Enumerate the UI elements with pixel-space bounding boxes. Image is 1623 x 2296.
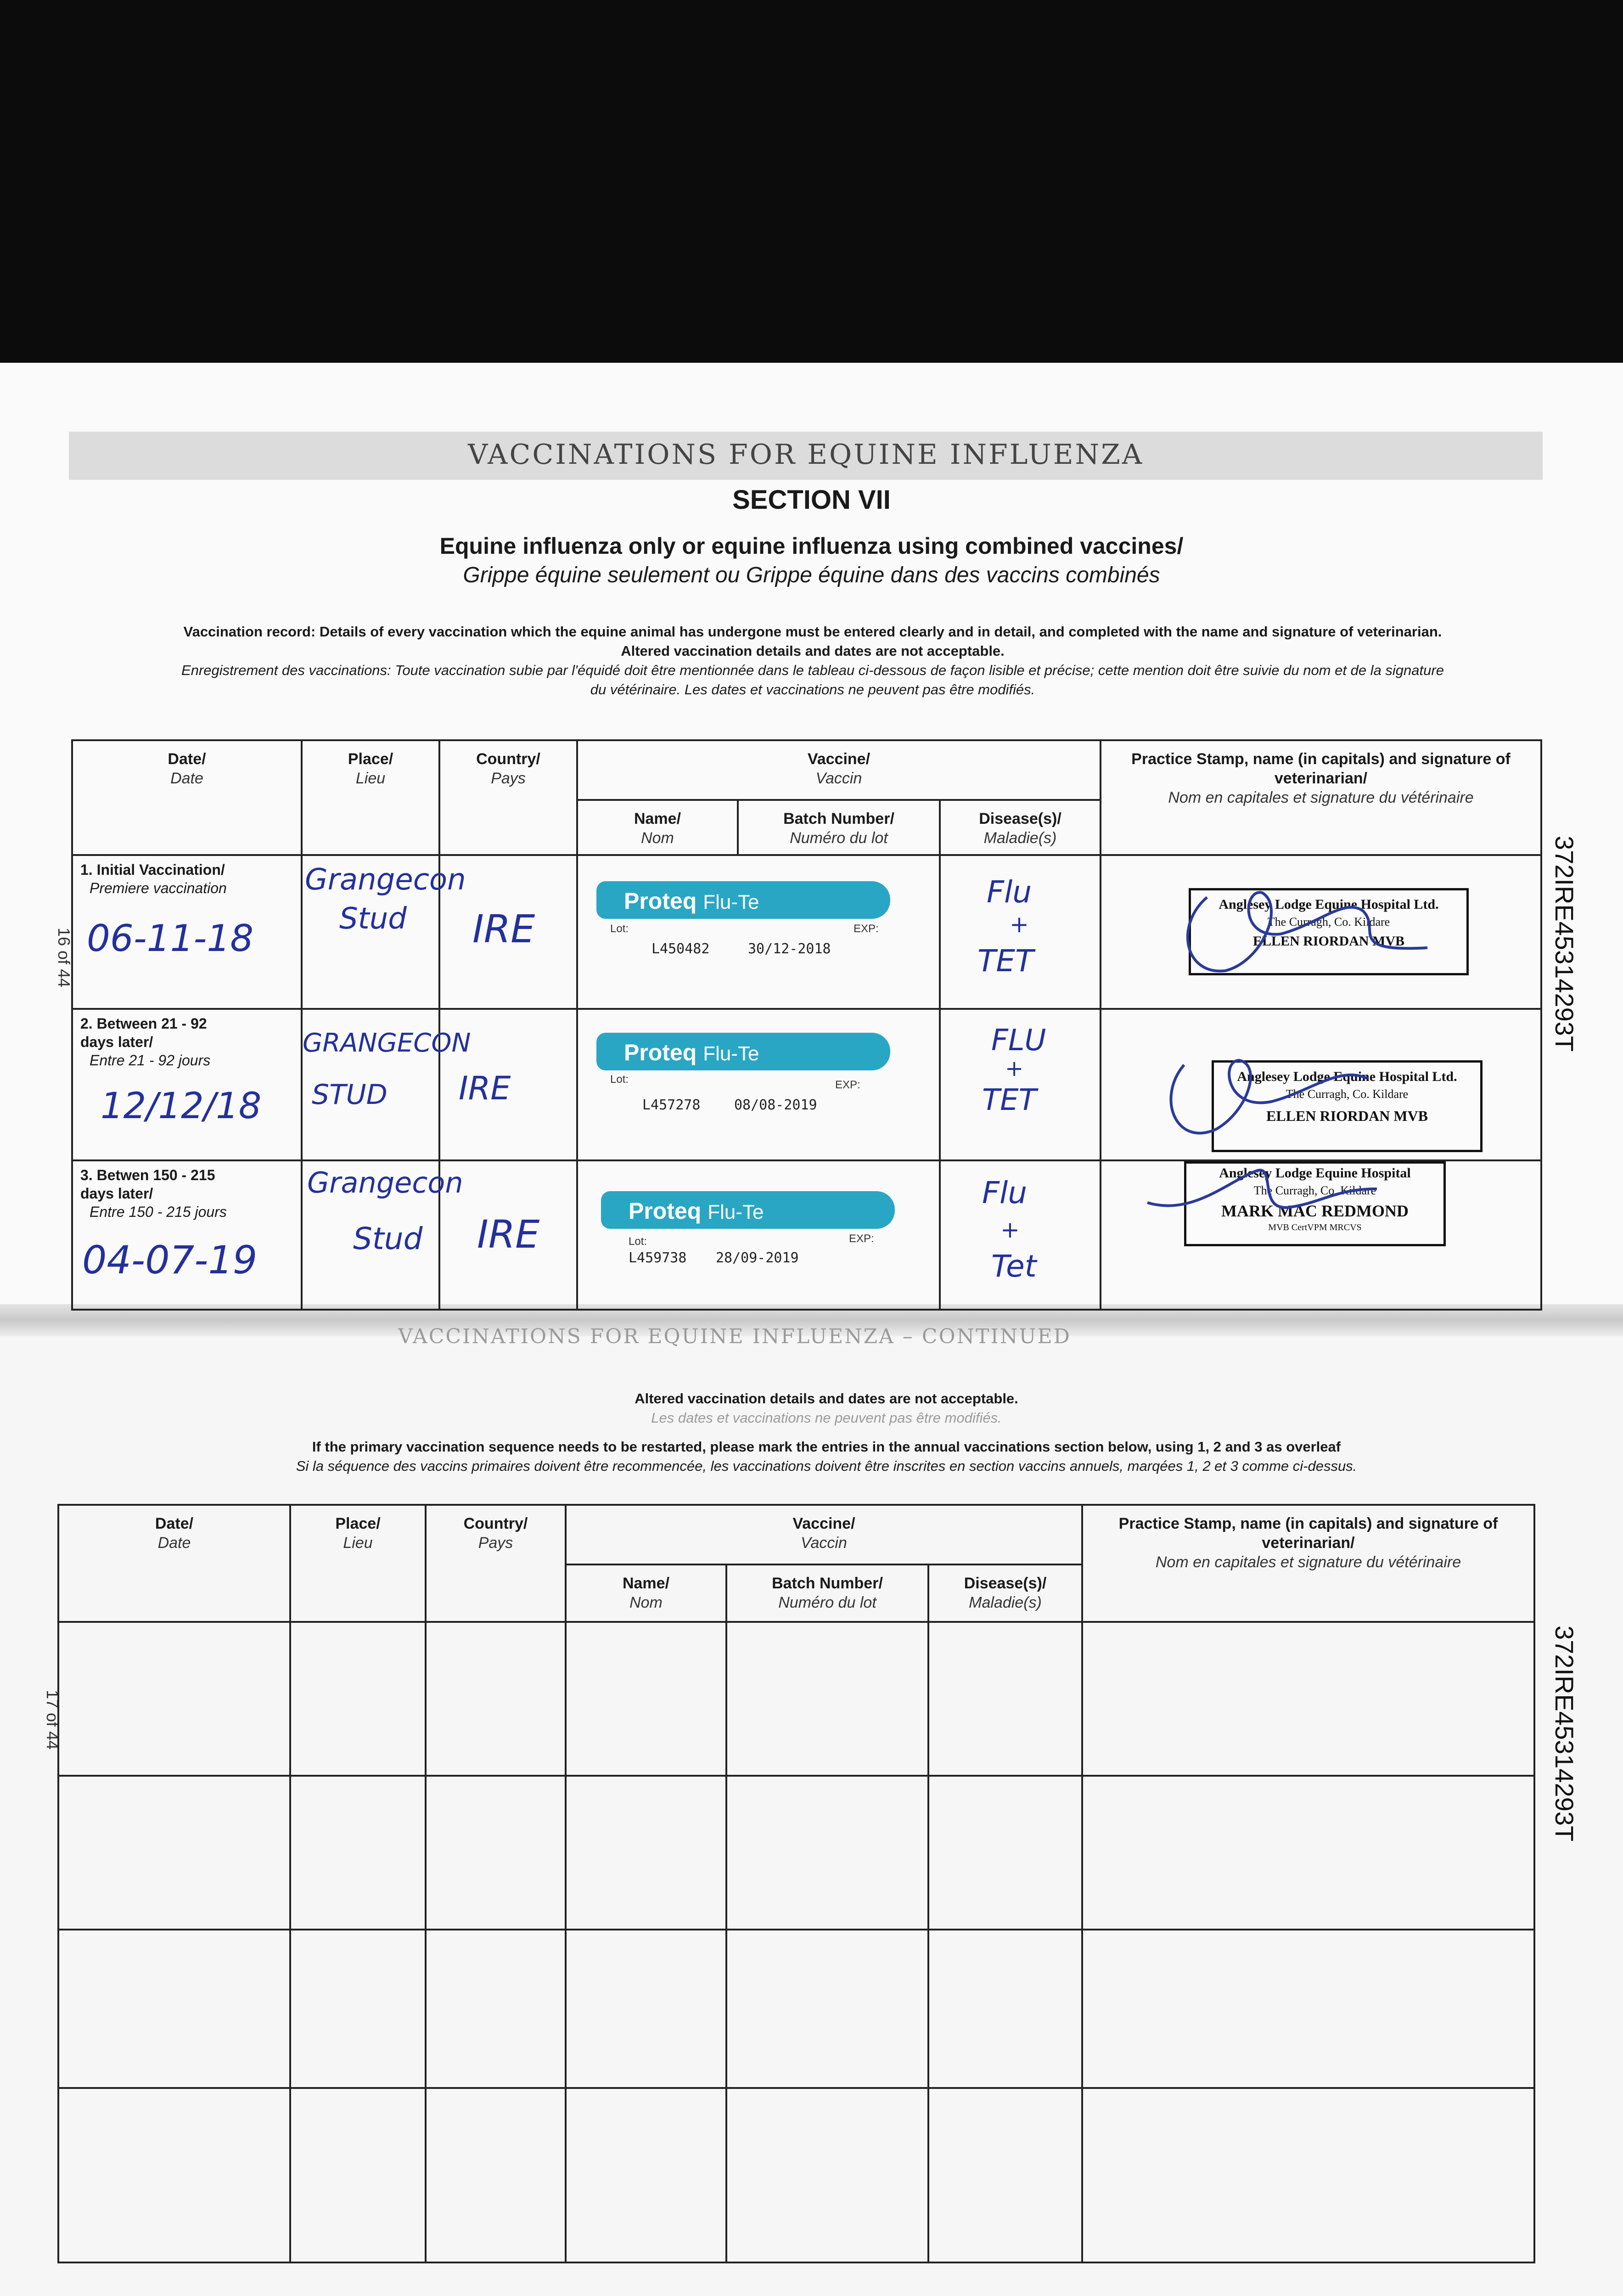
row-label-fr: Premiere vaccination xyxy=(90,880,227,896)
exp-label: EXP: xyxy=(854,923,879,935)
row-date-cell xyxy=(72,1160,302,1310)
header-disease: Disease(s)/ Maladie(s) xyxy=(928,1564,1082,1622)
vaccine-name: Proteq xyxy=(629,1198,702,1224)
table-row xyxy=(58,1776,1534,1930)
row-disease-cell xyxy=(940,1160,1101,1310)
vaccine-sticker xyxy=(596,1033,890,1125)
subtitle-fr: Grippe équine seulement ou Grippe équine dans des vaccins combinés xyxy=(463,563,1160,587)
vaccine-name: Proteq xyxy=(624,888,697,914)
table-row xyxy=(72,855,1541,1009)
row-label-fr: Entre 150 - 215 jours xyxy=(90,1204,227,1220)
expiry-date: 28/09-2019 xyxy=(716,1250,799,1266)
stamp-practice: Anglesey Lodge Equine Hospital Ltd. xyxy=(1219,897,1439,912)
handwritten-country: IRE xyxy=(459,1069,511,1107)
handwritten-place: Grangecon xyxy=(307,1166,463,1199)
side-passport-id-2: 372IRE45314293T xyxy=(1550,1626,1579,1842)
row-label: 3. Betwen 150 - 215 days later/ xyxy=(80,1167,215,1202)
page-banner: VACCINATIONS FOR EQUINE INFLUENZA xyxy=(467,439,1144,471)
row-label: 1. Initial Vaccination/ xyxy=(80,861,225,878)
handwritten-disease-2: Tet xyxy=(991,1249,1037,1284)
page-number-16: 16 of 44 xyxy=(55,928,73,988)
table-row xyxy=(58,2088,1534,2262)
note-fr-1: Enregistrement des vaccinations: Toute vaccination subie par l'équidé doit être mentionnée dans le tableau ci-dessous de façon lisible et précise; cette mention doit être suivie du nom et de la signature xyxy=(181,662,1444,678)
header-name: Name/ Nom xyxy=(577,800,738,855)
handwritten-place: Grangecon xyxy=(305,863,466,897)
handwritten-date: 12/12/18 xyxy=(101,1086,262,1127)
header-stamp: Practice Stamp, name (in capitals) and signature of veterinarian/ Nom en capitales et signature du vétérinaire xyxy=(1082,1505,1534,1622)
row-label-fr: Entre 21 - 92 jours xyxy=(90,1052,211,1069)
row-date-cell xyxy=(72,1009,302,1160)
page2-note-fr-1: Les dates et vaccinations ne peuvent pas être modifiés. xyxy=(651,1410,1002,1426)
stamp-address: The Curragh, Co. Kildare xyxy=(1253,1184,1376,1197)
header-date: Date/ Date xyxy=(72,740,302,855)
handwritten-place-2: STUD xyxy=(312,1079,387,1111)
header-country: Country/ Pays xyxy=(426,1505,566,1622)
stamp-vet-name: MARK MAC REDMOND xyxy=(1221,1202,1409,1220)
page2-banner: VACCINATIONS FOR EQUINE INFLUENZA – CONTINUED xyxy=(398,1325,1071,1348)
stamp-address: The Curragh, Co. Kildare xyxy=(1267,915,1390,929)
header-stamp: Practice Stamp, name (in capitals) and signature of veterinarian/ Nom en capitales et signature du vétérinaire xyxy=(1101,740,1541,855)
lot-label: Lot: xyxy=(629,1235,647,1248)
side-passport-id: 372IRE45314293T xyxy=(1550,836,1579,1052)
vaccine-sticker xyxy=(596,881,890,973)
row-place-cell xyxy=(302,1009,471,1160)
header-date: Date/ Date xyxy=(58,1505,290,1622)
row-stamp-cell xyxy=(1101,1009,1541,1160)
table-row xyxy=(72,1160,1541,1310)
row-stamp-cell xyxy=(1101,1160,1541,1310)
handwritten-place-2: Stud xyxy=(339,902,407,936)
header-vaccine: Vaccine/ Vaccin xyxy=(566,1505,1082,1564)
row-country-cell xyxy=(439,1160,577,1310)
section-title: SECTION VII xyxy=(732,485,891,515)
vet-signature xyxy=(1170,870,1455,989)
handwritten-plus: + xyxy=(1010,911,1029,938)
table-row xyxy=(58,1930,1534,2088)
expiry-date: 08/08-2019 xyxy=(734,1097,817,1113)
row-place-cell xyxy=(302,1160,463,1310)
lot-label: Lot: xyxy=(610,1073,629,1086)
page2-note-en-2: If the primary vaccination sequence needs to be restarted, please mark the entries in the annual vaccinations section below, using 1, 2 and 3 as overleaf xyxy=(312,1439,1341,1455)
batch-number: L459738 xyxy=(629,1250,687,1266)
note-fr-2: du vétérinaire. Les dates et vaccinations ne peuvent pas être modifiés. xyxy=(590,681,1035,698)
stamp-practice: Anglesey Lodge Equine Hospital Ltd. xyxy=(1237,1069,1457,1084)
vaccine-suffix: Flu-Te xyxy=(703,891,759,913)
handwritten-disease: Flu xyxy=(987,874,1032,910)
row-country-cell xyxy=(439,1009,577,1160)
subtitle-en: Equine influenza only or equine influenza using combined vaccines/ xyxy=(439,533,1184,559)
row-label: 2. Between 21 - 92 days later/ xyxy=(80,1015,207,1050)
row-stamp-cell xyxy=(1101,855,1541,1009)
batch-number: L457278 xyxy=(642,1097,701,1113)
handwritten-place-2: Stud xyxy=(353,1221,423,1256)
note-en-2: Altered vaccination details and dates are not acceptable. xyxy=(621,643,1005,659)
exp-label: EXP: xyxy=(835,1079,860,1091)
vaccine-name: Proteq xyxy=(624,1040,697,1065)
row-vaccine-cell xyxy=(577,1160,940,1310)
expiry-date: 30/12-2018 xyxy=(748,941,831,957)
scanner-background xyxy=(0,0,1623,363)
handwritten-disease-2: TET xyxy=(982,1083,1037,1117)
handwritten-date: 04-07-19 xyxy=(82,1238,258,1283)
stamp-vet-name: ELLEN RIORDAN MVB xyxy=(1252,934,1405,949)
row-place-cell xyxy=(302,855,466,1009)
header-batch: Batch Number/ Numéro du lot xyxy=(738,800,940,855)
batch-number: L450482 xyxy=(651,941,710,957)
stamp-practice: Anglesey Lodge Equine Hospital xyxy=(1219,1165,1411,1181)
row-disease-cell xyxy=(940,855,1101,1009)
row-vaccine-cell xyxy=(577,855,940,1009)
header-batch: Batch Number/ Numéro du lot xyxy=(726,1564,928,1622)
vaccine-sticker xyxy=(601,1191,895,1283)
stamp-address: The Curragh, Co. Kildare xyxy=(1286,1087,1409,1101)
stamp-vet-name: ELLEN RIORDAN MVB xyxy=(1266,1108,1428,1124)
header-name: Name/ Nom xyxy=(566,1564,726,1622)
handwritten-country: IRE xyxy=(472,906,535,951)
handwritten-disease: Flu xyxy=(982,1175,1028,1210)
lot-label: Lot: xyxy=(610,923,629,935)
handwritten-disease: FLU xyxy=(991,1024,1046,1058)
table-row xyxy=(72,1009,1541,1160)
exp-label: EXP: xyxy=(849,1232,874,1245)
header-place: Place/ Lieu xyxy=(290,1505,426,1622)
page2-note-en-1: Altered vaccination details and dates are not acceptable. xyxy=(635,1390,1018,1407)
annual-vaccination-table xyxy=(57,1504,1535,2263)
header-vaccine: Vaccine/ Vaccin xyxy=(577,740,1101,800)
vet-signature xyxy=(1138,1161,1414,1253)
note-en-1: Vaccination record: Details of every vaccination which the equine animal has undergone must be entered clearly and in detail, and completed with the name and signature of veterinarian. xyxy=(183,624,1442,640)
table-row xyxy=(58,1622,1534,1776)
row-country-cell xyxy=(439,855,577,1009)
vaccine-suffix: Flu-Te xyxy=(703,1042,759,1065)
handwritten-date: 06-11-18 xyxy=(87,917,254,960)
header-country: Country/ Pays xyxy=(439,740,577,855)
handwritten-country: IRE xyxy=(477,1212,540,1257)
handwritten-disease-2: TET xyxy=(977,943,1034,979)
header-place: Place/ Lieu xyxy=(302,740,439,855)
row-date-cell xyxy=(72,855,302,1009)
handwritten-place: GRANGECON xyxy=(303,1028,471,1058)
row-disease-cell xyxy=(940,1009,1101,1160)
stamp-qualifications: MVB CertVPM MRCVS xyxy=(1268,1222,1362,1232)
handwritten-plus: + xyxy=(1000,1216,1020,1243)
vaccination-table xyxy=(71,739,1542,1311)
page-number-17: 17 of 44 xyxy=(43,1690,62,1750)
handwritten-plus: + xyxy=(1005,1056,1024,1081)
row-vaccine-cell xyxy=(577,1009,940,1160)
page2-note-fr-2: Si la séquence des vaccins primaires doivent être recommencée, les vaccinations doivent être inscrites en section vaccins annuels, marqées 1, 2 et 3 comme ci-dessus. xyxy=(296,1458,1357,1474)
vet-signature xyxy=(1157,1037,1432,1157)
header-disease: Disease(s)/ Maladie(s) xyxy=(940,800,1101,855)
vaccine-suffix: Flu-Te xyxy=(708,1201,764,1223)
